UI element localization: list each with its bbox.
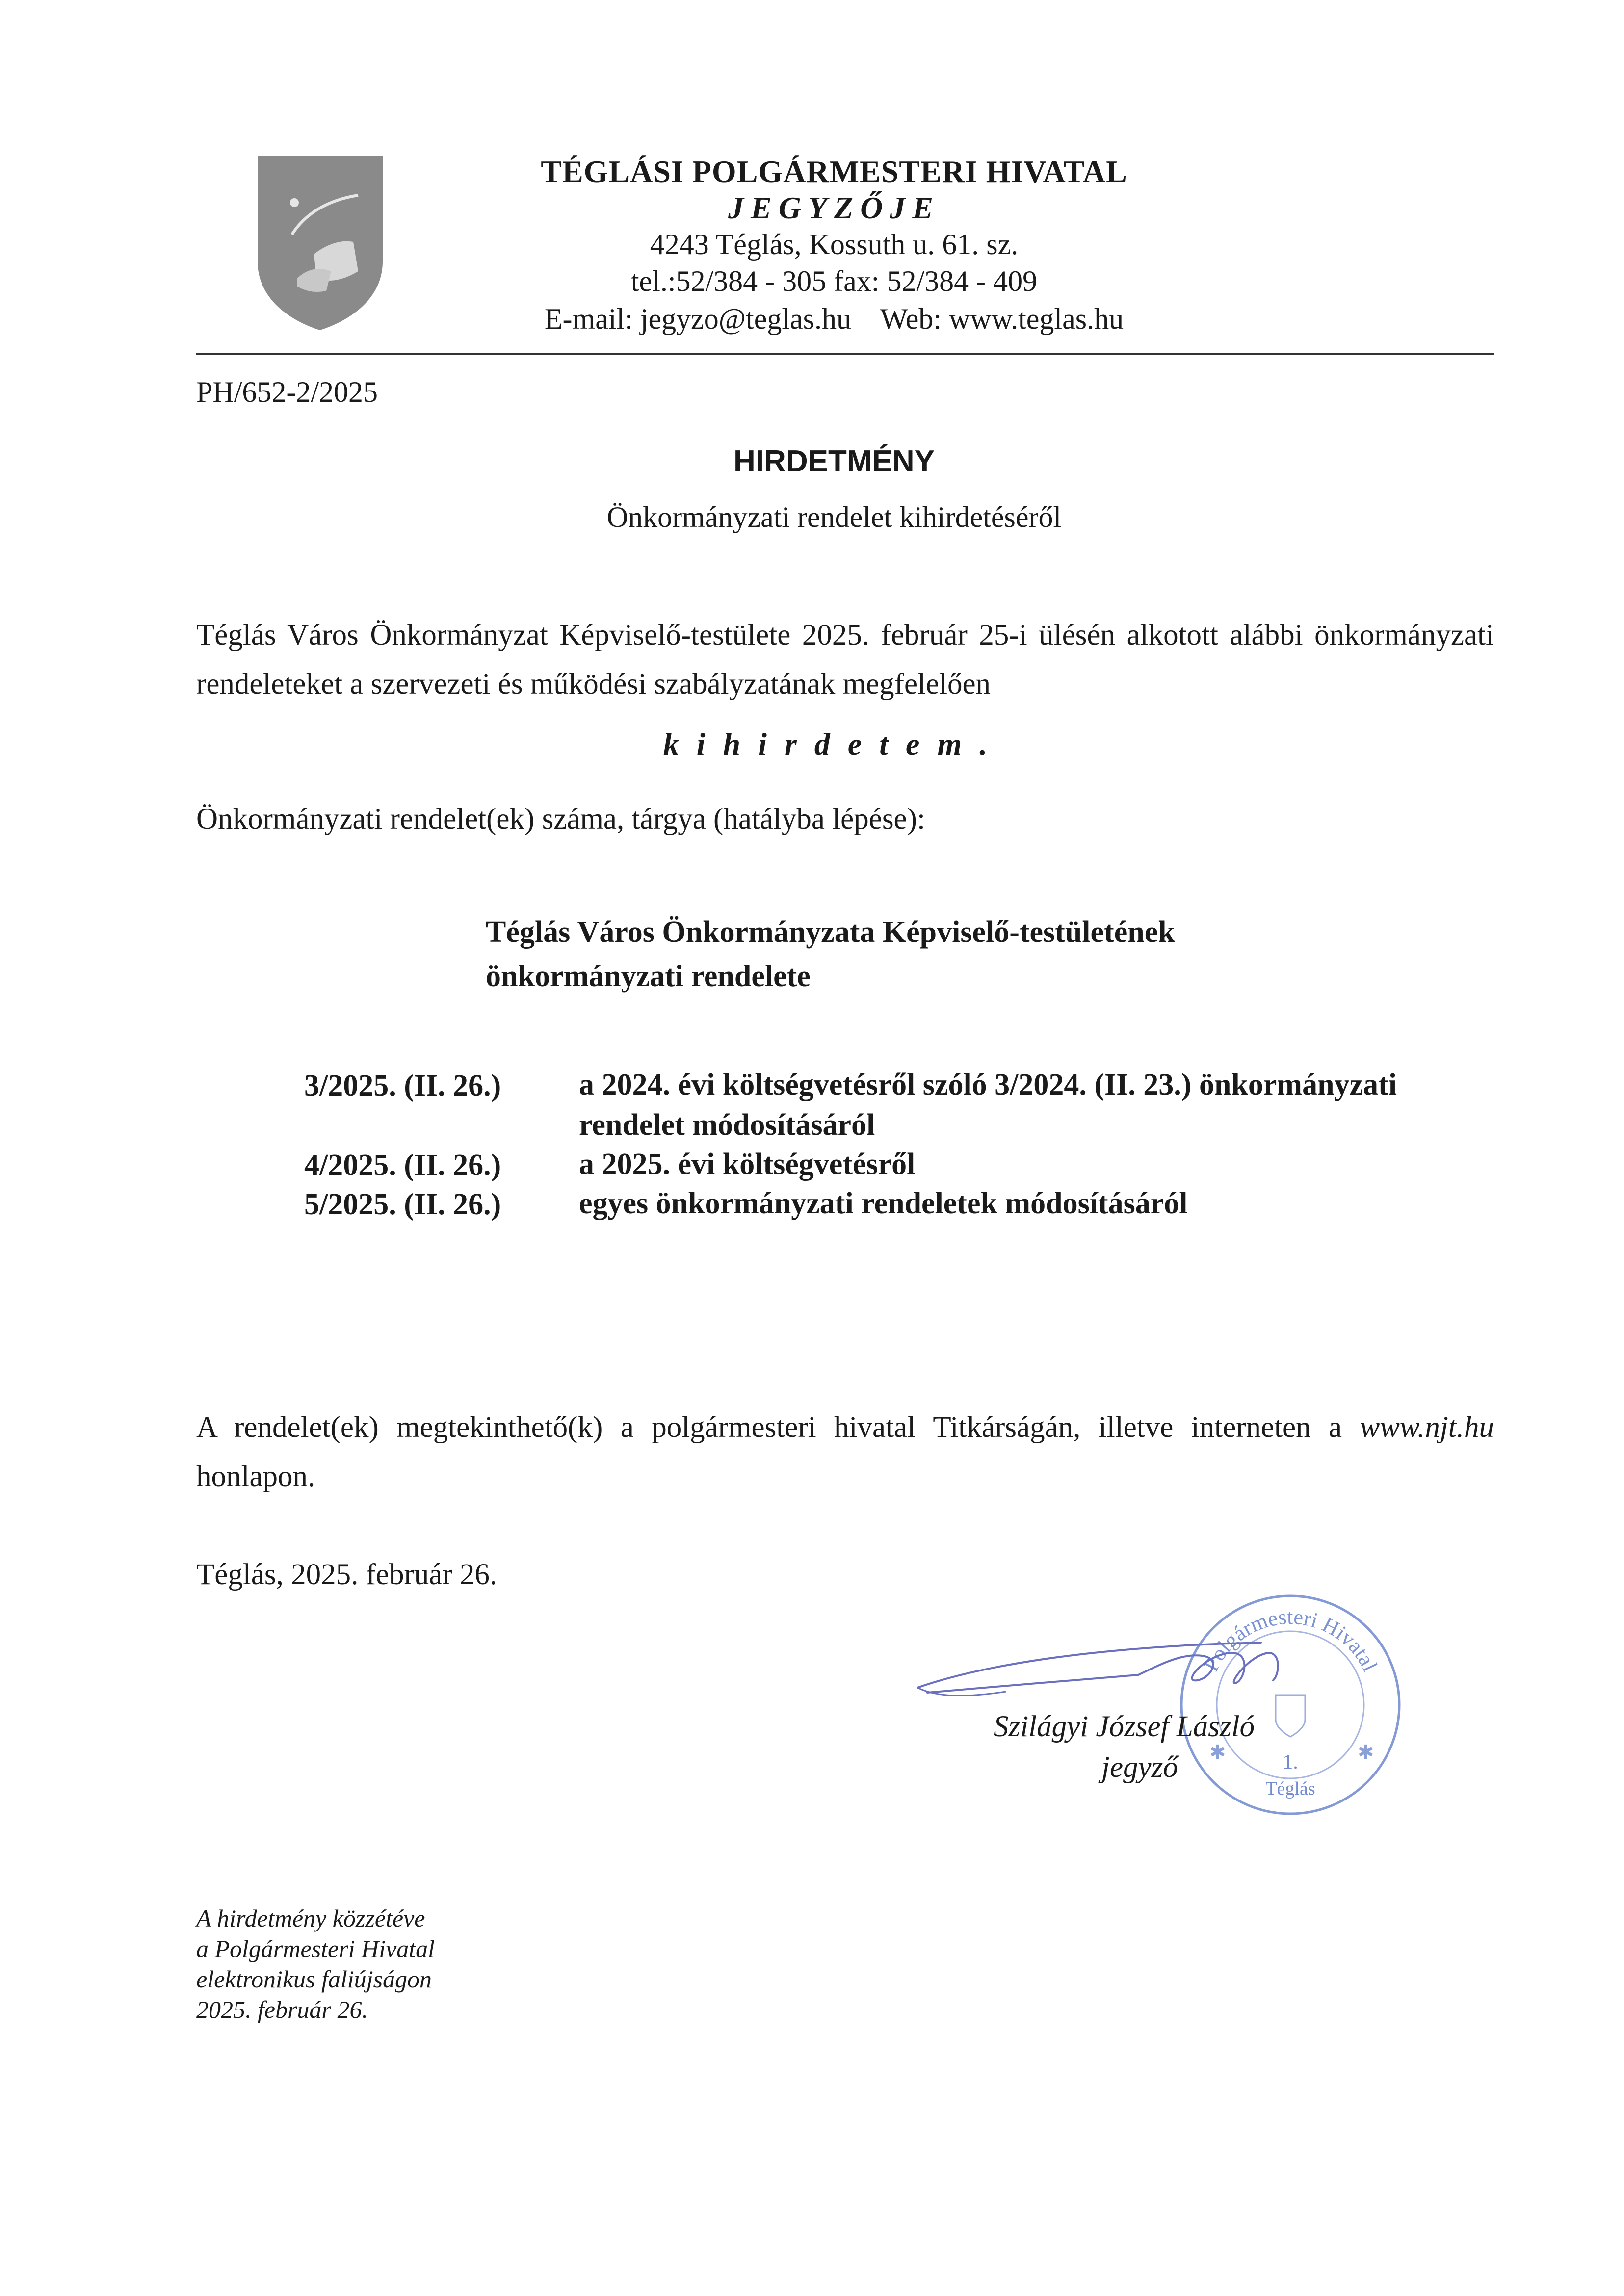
signer-name: Szilágyi József László xyxy=(994,1710,1255,1743)
seal-star-icon: ✱ xyxy=(1209,1742,1226,1763)
header-divider xyxy=(196,353,1494,355)
regulation-subject: egyes önkormányzati rendeletek módosításáról xyxy=(579,1187,1188,1220)
njt-link[interactable]: www.njt.hu xyxy=(1360,1411,1494,1444)
regulation-number: 3/2025. (II. 26.) xyxy=(304,1069,501,1102)
office-title: TÉGLÁSI POLGÁRMESTERI HIVATAL xyxy=(541,154,1127,189)
official-seal xyxy=(1175,1590,1406,1820)
footer-note-line: 2025. február 26. xyxy=(196,1996,368,2023)
council-heading-line1: Téglás Város Önkormányzata Képviselő-testületének xyxy=(486,915,1175,949)
regulation-number: 5/2025. (II. 26.) xyxy=(304,1188,501,1221)
proclamation: kihirdetem. xyxy=(663,727,1005,761)
reference-number: PH/652-2/2025 xyxy=(196,376,378,408)
signer-role: jegyző xyxy=(1101,1751,1178,1784)
availability-paragraph xyxy=(196,1403,1494,1501)
regulation-subject: a 2024. évi költségvetésről szóló 3/2024. (II. 23.) önkormányzati rendelet módosításáról xyxy=(579,1068,1397,1142)
council-heading-line2: önkormányzati rendelete xyxy=(486,960,811,993)
document-subtitle: Önkormányzati rendelet kihirdetéséről xyxy=(606,501,1062,533)
coat-of-arms-crest xyxy=(258,156,383,330)
office-subtitle: JEGYZŐJE xyxy=(728,190,940,225)
seal-text: Polgármesteri Hivatal xyxy=(1199,1604,1383,1675)
footer-note-line: a Polgármesteri Hivatal xyxy=(196,1935,435,1962)
footer-note-line: A hirdetmény közzétéve xyxy=(196,1905,425,1932)
date-line: Téglás, 2025. február 26. xyxy=(196,1558,498,1591)
office-address: 4243 Téglás, Kossuth u. 61. sz. xyxy=(650,228,1019,261)
office-email-web: E-mail: jegyzo@teglas.hu Web: www.teglas.hu xyxy=(544,303,1124,335)
seal-star-icon: ✱ xyxy=(1358,1742,1374,1763)
regulation-subject: a 2025. évi költségvetésről xyxy=(579,1148,916,1181)
document-title: HIRDETMÉNY xyxy=(733,444,935,478)
seal-place: Téglás xyxy=(1265,1778,1315,1799)
list-label: Önkormányzati rendelet(ek) száma, tárgya (hatályba lépése): xyxy=(196,803,925,835)
office-phone-fax: tel.:52/384 - 305 fax: 52/384 - 409 xyxy=(630,265,1038,297)
regulation-number: 4/2025. (II. 26.) xyxy=(304,1148,501,1182)
availability-text-end: honlapon. xyxy=(196,1460,315,1493)
seal-number: 1. xyxy=(1283,1751,1298,1774)
intro-paragraph: Téglás Város Önkormányzat Képviselő-testülete 2025. február 25-i ülésén alkotott alábbi önkormányzati rendeleteket a szervezeti és működési szabályzatának megfelelően xyxy=(196,619,1494,701)
availability-text: A rendelet(ek) megtekinthető(k) a polgármesteri hivatal Titkárságán, illetve interneten a xyxy=(196,1411,1360,1444)
svg-text:Polgármesteri Hivatal xyxy=(1199,1605,1382,1675)
footer-note-line: elektronikus faliújságon xyxy=(196,1965,432,1993)
